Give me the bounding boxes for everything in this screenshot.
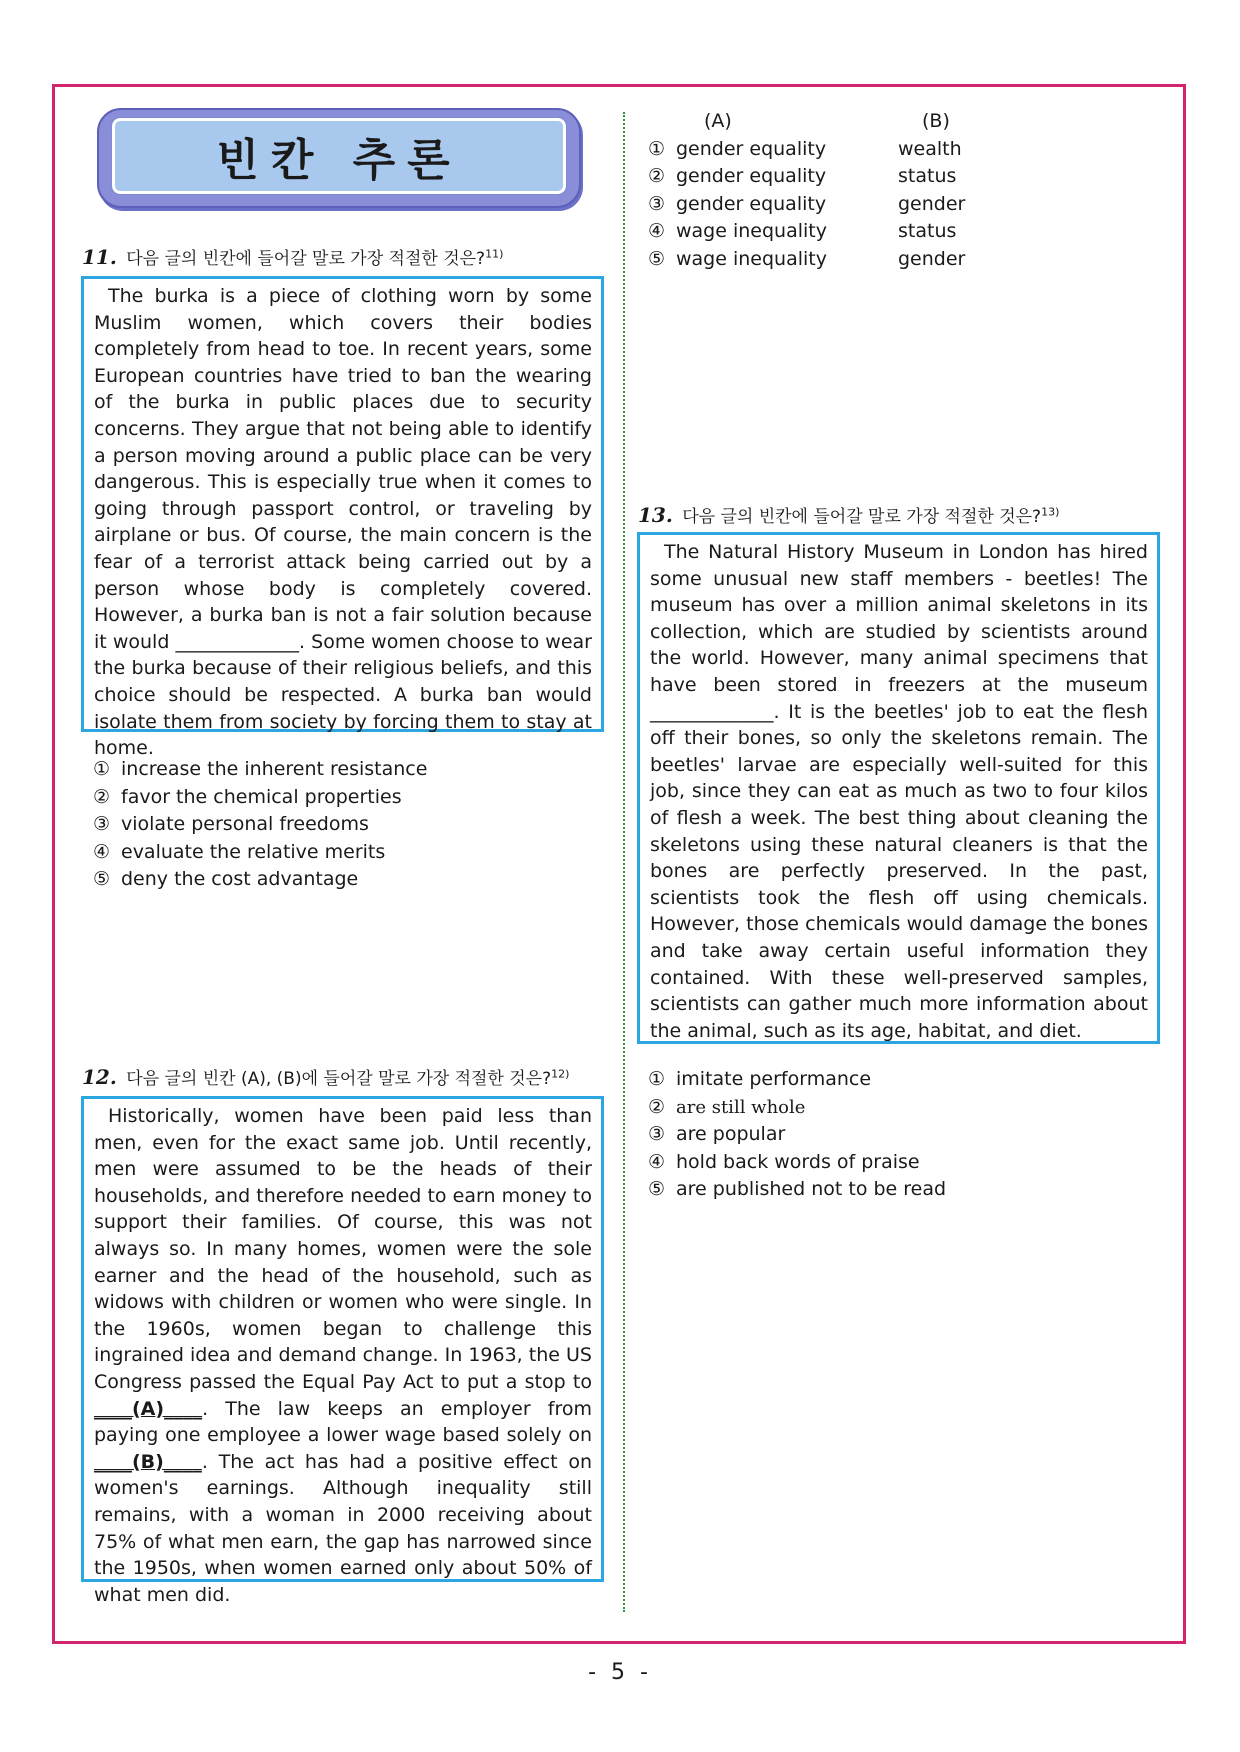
q13-number: 13. — [638, 503, 673, 527]
q11-option-2[interactable]: ② favor the chemical properties — [93, 785, 402, 808]
column-divider — [623, 112, 625, 1612]
page-number: - 5 - — [588, 1660, 652, 1685]
q12-blank-a: ____(A)____ — [94, 1397, 203, 1420]
q12-prompt: 다음 글의 빈칸 (A), (B)에 들어갈 말로 가장 적절한 것은? — [126, 1069, 552, 1089]
q11-option-5[interactable]: ⑤ deny the cost advantage — [93, 868, 359, 891]
q12-number: 12. — [82, 1065, 117, 1089]
q11-number: 11. — [82, 245, 117, 269]
q13-passage: The Natural History Museum in London has hired some unusual new staff members - beetles! The museum has over a million animal skeletons in its collection, which are studied by scientists around the world. However, many animal specimens that have been stored in freezers at the museum _____________. It is the beetles' job to eat the flesh off their bones, so only the skeletons remain. The beetles' larvae are especially well-suited for this job, since they can eat as much as two to four kilos of flesh a week. The best thing about cleaning the skeletons using these natural cleaners is that the bones are perfectly preserved. In the past, scientists took the flesh off using chemicals. However, those chemicals would damage the bones and take away certain useful information they contained. With these well-preserved samples, scientists can gather much more information about the animal, such as its age, habitat, and diet. — [650, 541, 1148, 1042]
q11-header — [82, 244, 503, 269]
q12-blank-b: ____(B)____ — [94, 1450, 202, 1473]
q11-passage: The burka is a piece of clothing worn by some Muslim women, which covers their bodies completely from head to toe. In recent years, some European countries have tried to ban the wearing of the burka in public places due to security concerns. They argue that not being able to identify a person moving around a public place can be very dangerous. This is especially true when it comes to going through passport control, or traveling by airplane or bus. Of course, the main concern is the fear of a terrorist attack being carried out by a person whose body is completely covered. However, a burka ban is not a fair solution because it would _____________. Some women choose to wear the burka because of their religious beliefs, and this choice should be respected. A burka ban would isolate them from society by forcing them to stay at home. — [94, 285, 592, 760]
q13-prompt: 다음 글의 빈칸에 들어갈 말로 가장 적절한 것은? — [682, 507, 1042, 527]
q12-passage-box — [81, 1096, 604, 1606]
q12-option-4[interactable]: ④ wage inequality status — [648, 220, 957, 243]
q12-option-3[interactable]: ③ gender equality gender — [648, 192, 966, 215]
q12-col-b-header: (B) — [922, 110, 950, 132]
page-title: 빈칸 추론 — [216, 135, 462, 186]
q11-prompt: 다음 글의 빈칸에 들어갈 말로 가장 적절한 것은? — [126, 249, 486, 269]
q11-footnote: 11) — [485, 247, 504, 261]
q13-option-4[interactable]: ④ hold back words of praise — [648, 1150, 920, 1173]
q12-option-1[interactable]: ① gender equality wealth — [648, 137, 962, 160]
q12-passage-part3: . The act has had a positive effect on women's earnings. Although inequality still remains, with a woman in 2000 receiving about 75% of what men earn, the gap has narrowed since the 1950s, when women earned only about 50% of what men did. — [94, 1450, 592, 1606]
q12-footnote: 12) — [551, 1067, 570, 1081]
q11-option-3[interactable]: ③ violate personal freedoms — [93, 813, 369, 836]
q12-options-header — [648, 108, 1018, 136]
q13-option-2[interactable]: ② are still whole — [648, 1095, 806, 1118]
q12-option-2[interactable]: ② gender equality status — [648, 165, 957, 188]
q13-option-1[interactable]: ① imitate performance — [648, 1068, 872, 1090]
q12-passage-part1: Historically, women have been paid less than men, even for the exact same job. Until recently, men were assumed to be the heads of their households, and therefore needed to earn money to support their families. Of course, this was not always so. In many homes, women were the sole earner and the head of the household, such as widows with children or women who were single. In the 1960s, women began to challenge this ingrained idea and demand change. In 1963, the US Congress passed the Equal Pay Act to put a stop to — [94, 1105, 592, 1393]
q11-passage-box — [81, 276, 604, 760]
q12-options — [648, 108, 1018, 274]
q11-option-4[interactable]: ④ evaluate the relative merits — [93, 840, 386, 863]
q12-option-5[interactable]: ⑤ wage inequality gender — [648, 247, 966, 270]
q13-header — [638, 502, 1059, 527]
q12-col-a-header: (A) — [704, 110, 732, 132]
q13-option-5[interactable]: ⑤ are published not to be read — [648, 1178, 947, 1201]
q12-header — [82, 1064, 569, 1089]
title-banner-inner — [112, 118, 566, 194]
q12-passage-part2: . The law keeps an employer from paying one employee a lower wage based solely on — [94, 1397, 592, 1447]
q13-passage-box — [637, 532, 1160, 1044]
q13-option-3[interactable]: ③ are popular — [648, 1123, 786, 1146]
q11-option-1[interactable]: ① increase the inherent resistance — [93, 758, 428, 780]
q11-options — [93, 756, 427, 894]
q13-options — [648, 1066, 946, 1204]
q13-footnote: 13) — [1041, 505, 1060, 519]
